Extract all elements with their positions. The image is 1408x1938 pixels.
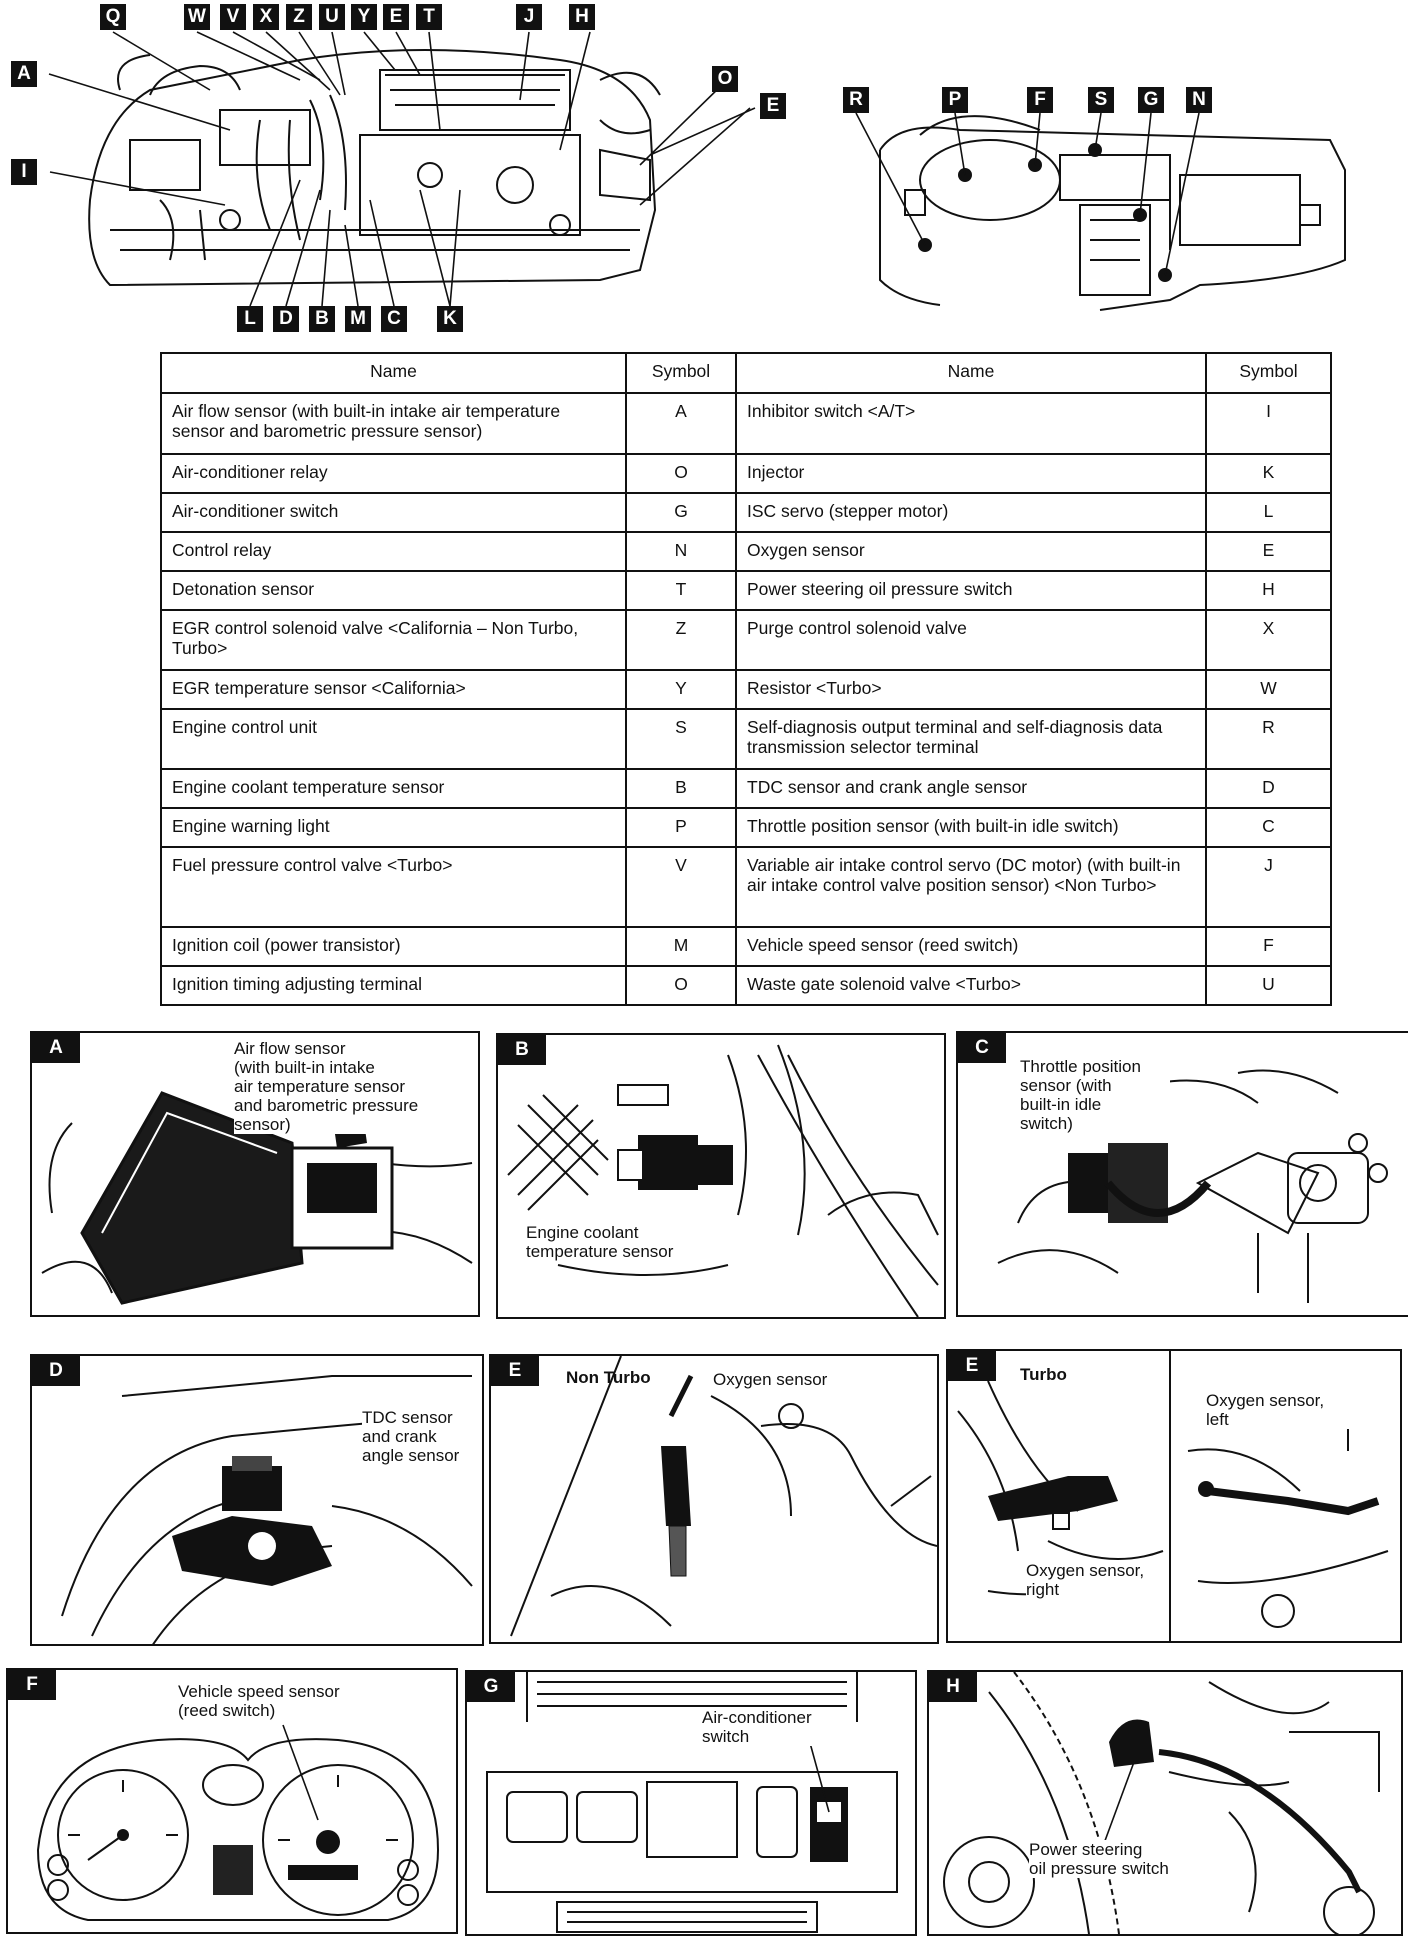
part-symbol: X xyxy=(1206,610,1331,670)
callout-label: B xyxy=(309,306,335,332)
part-symbol: S xyxy=(626,709,736,769)
part-symbol: B xyxy=(626,769,736,808)
part-name: Power steering oil pressure switch xyxy=(736,571,1206,610)
table-row xyxy=(161,927,1331,966)
part-name: Engine control unit xyxy=(161,709,626,769)
part-symbol: D xyxy=(1206,769,1331,808)
panel-caption-left: Oxygen sensor, left xyxy=(1206,1391,1356,1429)
callout-label: Z xyxy=(286,4,312,30)
callout-label: D xyxy=(273,306,299,332)
panel-caption: Oxygen sensor xyxy=(713,1370,853,1389)
part-symbol: O xyxy=(626,454,736,493)
detail-panel-power-steering-switch xyxy=(927,1670,1403,1936)
table-row xyxy=(161,670,1331,709)
part-symbol: Y xyxy=(626,670,736,709)
callout-label: L xyxy=(237,306,263,332)
detail-panel-oxygen-sensor-turbo xyxy=(946,1349,1402,1643)
part-name: Oxygen sensor xyxy=(736,532,1206,571)
oxygen-sensor-non-turbo-drawing xyxy=(491,1356,937,1642)
panel-tag: E xyxy=(948,1351,996,1381)
dashboard-illustration xyxy=(0,0,1408,340)
part-symbol: I xyxy=(1206,393,1331,454)
callout-label: X xyxy=(253,4,279,30)
callout-label: U xyxy=(319,4,345,30)
part-name: Air flow sensor (with built-in intake air temperature sensor and barometric pressure sensor) xyxy=(161,393,626,454)
header-name: Name xyxy=(736,353,1206,393)
part-symbol: H xyxy=(1206,571,1331,610)
callout-label: J xyxy=(516,4,542,30)
part-name: EGR temperature sensor <California> xyxy=(161,670,626,709)
panel-tag: A xyxy=(32,1033,80,1063)
callout-label: E xyxy=(383,4,409,30)
callout-label: Y xyxy=(351,4,377,30)
callout-label: P xyxy=(942,87,968,113)
panel-caption: Throttle position sensor (with built-in idle switch) xyxy=(1020,1057,1170,1133)
callout-label: Q xyxy=(100,4,126,30)
part-symbol: L xyxy=(1206,493,1331,532)
callout-label: N xyxy=(1186,87,1212,113)
part-name: Ignition timing adjusting terminal xyxy=(161,966,626,1005)
callout-label: O xyxy=(712,66,738,92)
detail-panel-air-flow-sensor xyxy=(30,1031,480,1317)
table-row xyxy=(161,966,1331,1005)
header-symbol: Symbol xyxy=(1206,353,1331,393)
panel-tag: G xyxy=(467,1672,515,1702)
callout-label: S xyxy=(1088,87,1114,113)
tdc-sensor-drawing xyxy=(32,1356,482,1644)
table-row xyxy=(161,610,1331,670)
part-symbol: R xyxy=(1206,709,1331,769)
table-row xyxy=(161,493,1331,532)
part-name: Control relay xyxy=(161,532,626,571)
part-symbol: W xyxy=(1206,670,1331,709)
panel-caption: Air-conditioner switch xyxy=(702,1708,842,1746)
part-name: Waste gate solenoid valve <Turbo> xyxy=(736,966,1206,1005)
panel-tag: C xyxy=(958,1033,1006,1063)
variant-label: Non Turbo xyxy=(566,1368,651,1387)
table-header-row xyxy=(161,353,1331,393)
part-symbol: O xyxy=(626,966,736,1005)
callout-label: F xyxy=(1027,87,1053,113)
panel-caption: Engine coolant temperature sensor xyxy=(526,1223,716,1261)
part-name: Vehicle speed sensor (reed switch) xyxy=(736,927,1206,966)
callout-label: V xyxy=(220,4,246,30)
table-row xyxy=(161,808,1331,847)
part-name: Self-diagnosis output terminal and self-diagnosis data transmission selector terminal xyxy=(736,709,1206,769)
panel-caption: TDC sensor and crank angle sensor xyxy=(362,1408,472,1465)
panel-tag: D xyxy=(32,1356,80,1386)
panel-tag: B xyxy=(498,1035,546,1065)
table-row xyxy=(161,709,1331,769)
table-row xyxy=(161,532,1331,571)
header-symbol: Symbol xyxy=(626,353,736,393)
part-name: Air-conditioner switch xyxy=(161,493,626,532)
part-symbol: G xyxy=(626,493,736,532)
part-name: Variable air intake control servo (DC motor) (with built-in air intake control valve position sensor) <Non Turbo> xyxy=(736,847,1206,927)
detail-panel-coolant-sensor xyxy=(496,1033,946,1319)
part-name: TDC sensor and crank angle sensor xyxy=(736,769,1206,808)
part-symbol: U xyxy=(1206,966,1331,1005)
header-name: Name xyxy=(161,353,626,393)
callout-label: E xyxy=(760,93,786,119)
part-symbol: K xyxy=(1206,454,1331,493)
part-name: Air-conditioner relay xyxy=(161,454,626,493)
coolant-sensor-drawing xyxy=(498,1035,944,1317)
callout-label: A xyxy=(11,61,37,87)
callout-label: W xyxy=(184,4,210,30)
part-symbol: C xyxy=(1206,808,1331,847)
part-symbol: A xyxy=(626,393,736,454)
panel-caption: Power steering oil pressure switch xyxy=(1029,1840,1199,1878)
part-name: ISC servo (stepper motor) xyxy=(736,493,1206,532)
callout-label: C xyxy=(381,306,407,332)
part-name: Resistor <Turbo> xyxy=(736,670,1206,709)
table-row xyxy=(161,454,1331,493)
panel-caption: Air flow sensor (with built-in intake air temperature sensor and barometric pressure sensor) xyxy=(234,1039,460,1134)
part-name: Fuel pressure control valve <Turbo> xyxy=(161,847,626,927)
part-name: EGR control solenoid valve <California – Non Turbo, Turbo> xyxy=(161,610,626,670)
part-symbol: J xyxy=(1206,847,1331,927)
part-name: Engine warning light xyxy=(161,808,626,847)
part-symbol: F xyxy=(1206,927,1331,966)
table-row xyxy=(161,847,1331,927)
detail-panel-tdc-sensor xyxy=(30,1354,484,1646)
part-name: Detonation sensor xyxy=(161,571,626,610)
part-symbol: V xyxy=(626,847,736,927)
part-name: Throttle position sensor (with built-in idle switch) xyxy=(736,808,1206,847)
callout-label: T xyxy=(416,4,442,30)
panel-tag: E xyxy=(491,1356,539,1386)
callout-label: R xyxy=(843,87,869,113)
part-name: Inhibitor switch <A/T> xyxy=(736,393,1206,454)
part-name: Engine coolant temperature sensor xyxy=(161,769,626,808)
parts-table xyxy=(160,352,1332,1006)
panel-caption-right: Oxygen sensor, right xyxy=(1026,1561,1166,1599)
part-name: Injector xyxy=(736,454,1206,493)
part-symbol: P xyxy=(626,808,736,847)
callout-label: K xyxy=(437,306,463,332)
table-row xyxy=(161,393,1331,454)
panel-caption: Vehicle speed sensor (reed switch) xyxy=(178,1682,378,1720)
power-steering-switch-drawing xyxy=(929,1672,1401,1934)
ac-switch-drawing xyxy=(467,1672,915,1934)
part-symbol: M xyxy=(626,927,736,966)
panel-tag: F xyxy=(8,1670,56,1700)
part-name: Purge control solenoid valve xyxy=(736,610,1206,670)
table-row xyxy=(161,769,1331,808)
part-symbol: Z xyxy=(626,610,736,670)
panel-tag: H xyxy=(929,1672,977,1702)
callout-label: H xyxy=(569,4,595,30)
callout-label: I xyxy=(11,159,37,185)
part-symbol: T xyxy=(626,571,736,610)
variant-label: Turbo xyxy=(1020,1365,1067,1384)
callout-label: M xyxy=(345,306,371,332)
callout-label: G xyxy=(1138,87,1164,113)
detail-panel-oxygen-sensor-non-turbo xyxy=(489,1354,939,1644)
detail-panel-throttle-sensor xyxy=(956,1031,1408,1317)
part-symbol: E xyxy=(1206,532,1331,571)
detail-panel-vehicle-speed-sensor xyxy=(6,1668,458,1934)
detail-panel-ac-switch xyxy=(465,1670,917,1936)
part-symbol: N xyxy=(626,532,736,571)
table-row xyxy=(161,571,1331,610)
part-name: Ignition coil (power transistor) xyxy=(161,927,626,966)
